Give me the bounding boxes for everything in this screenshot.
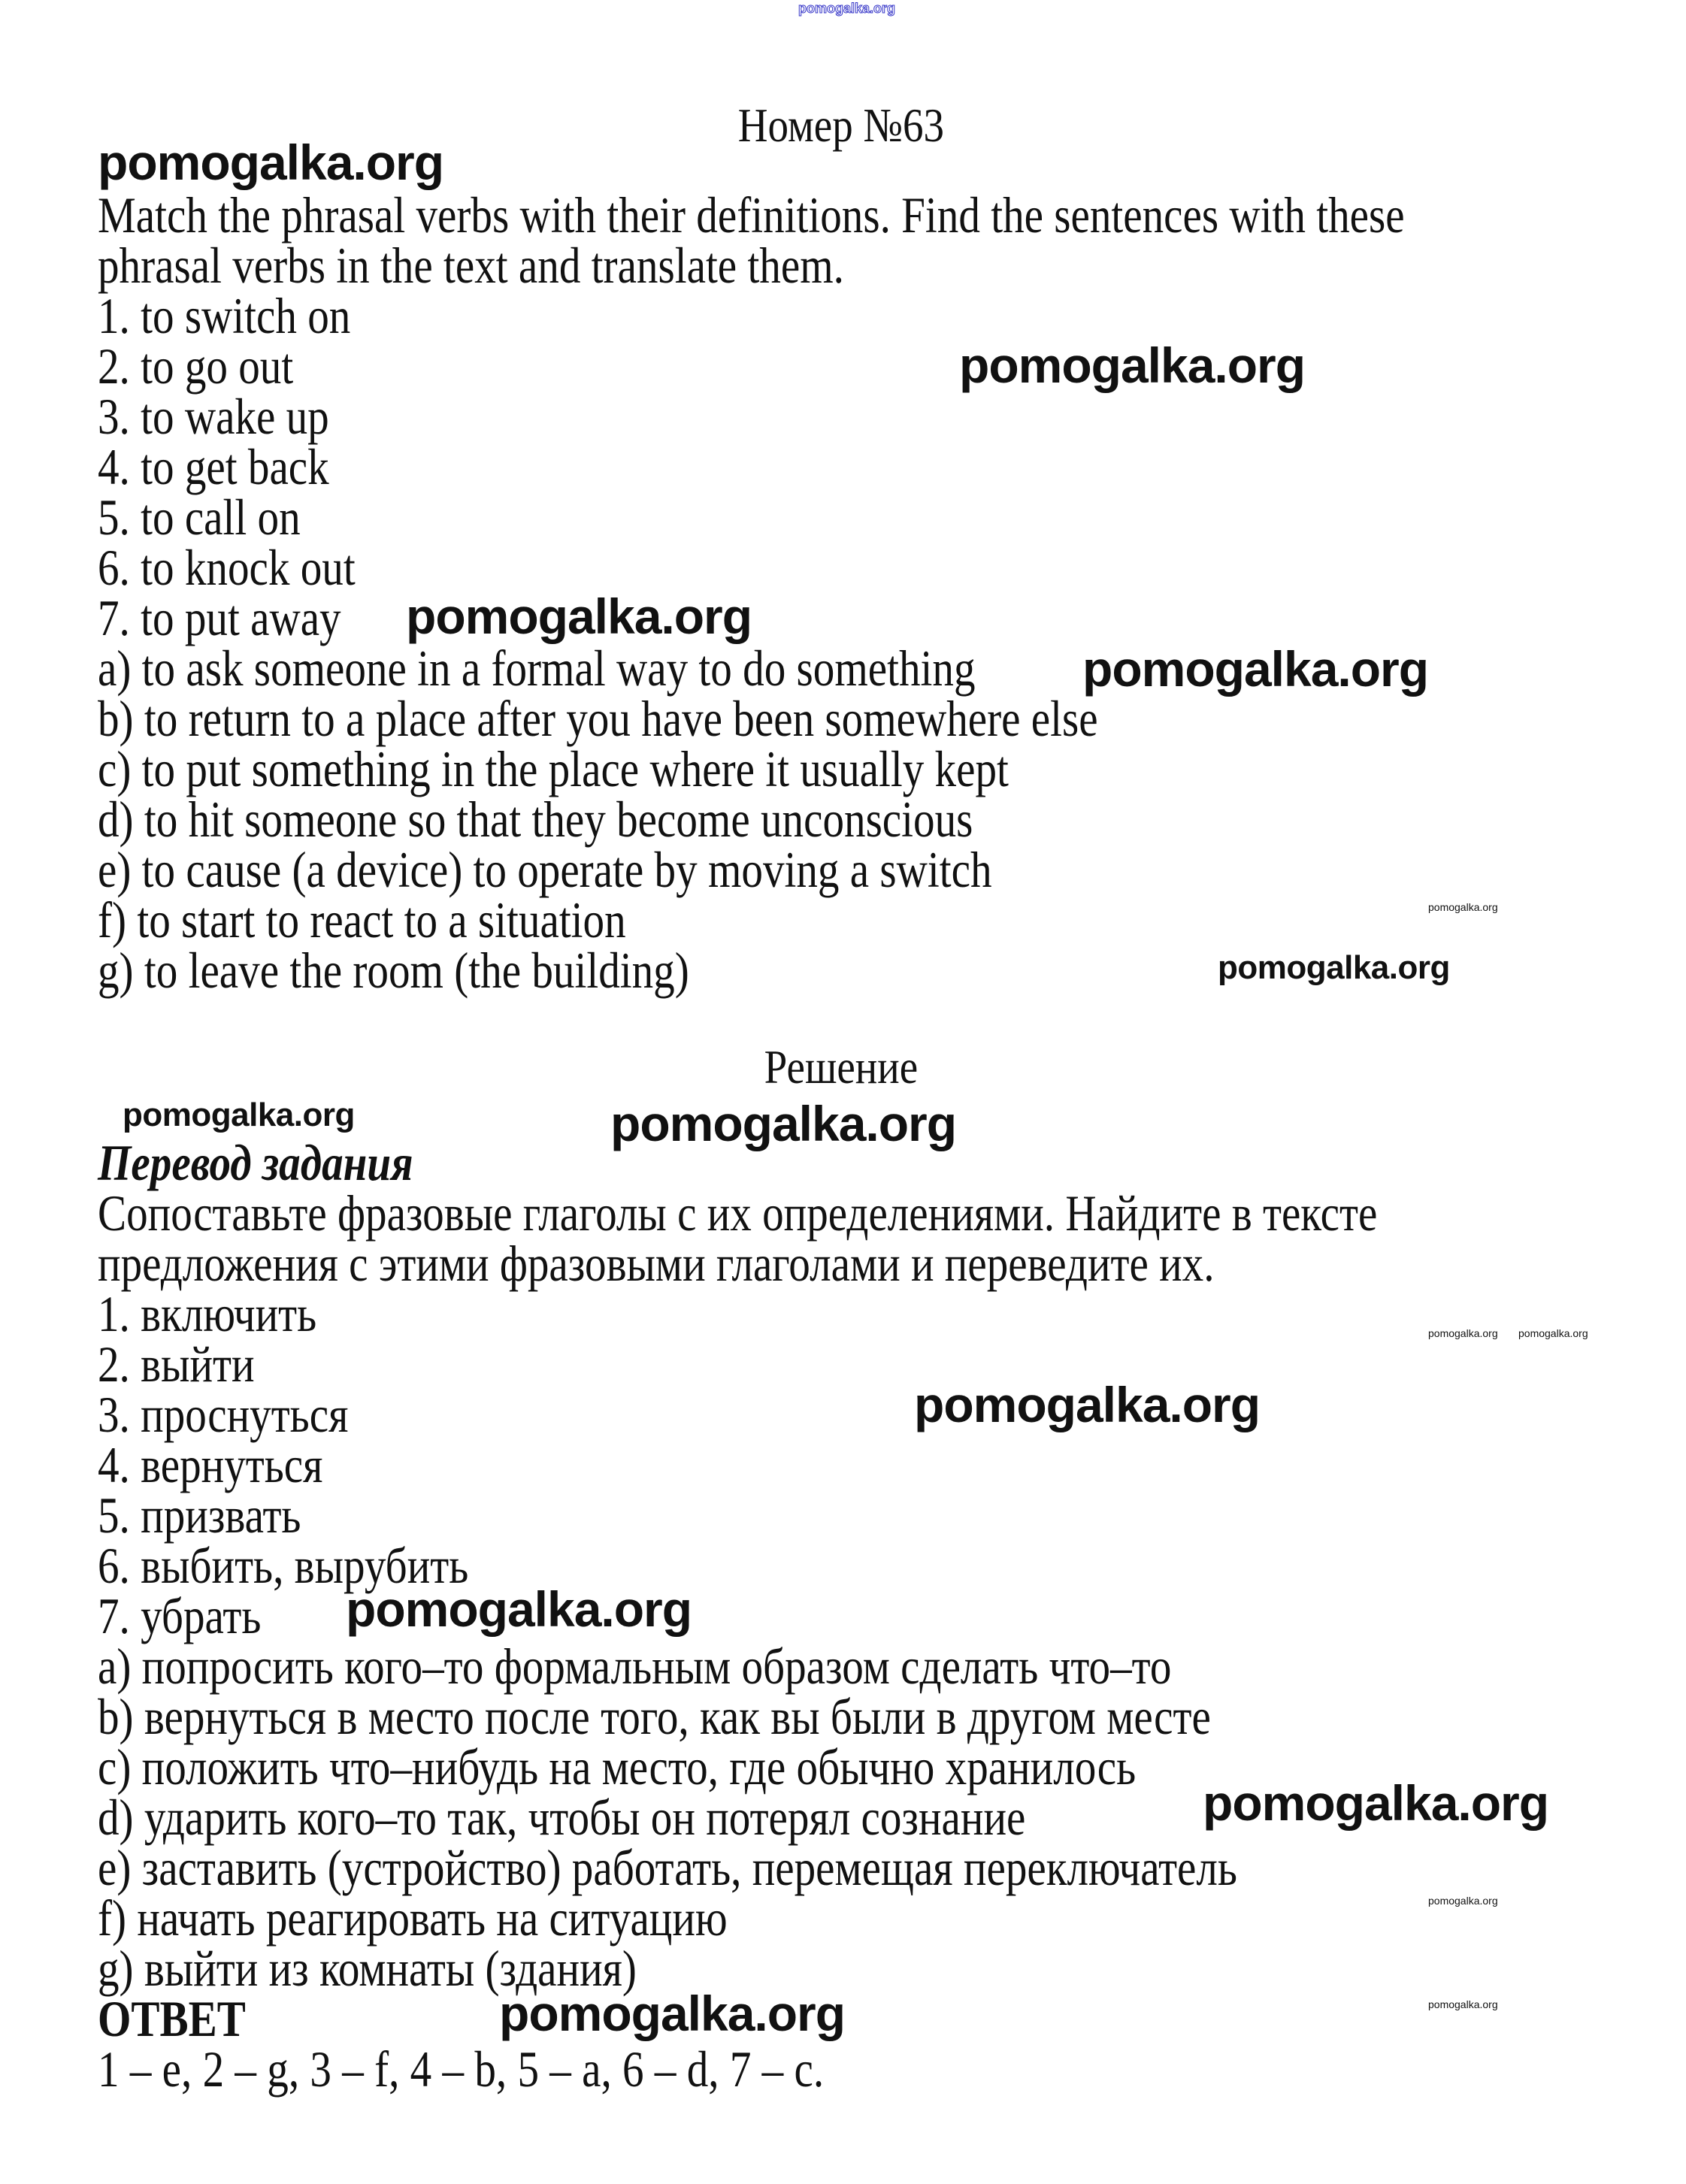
- page-title: Номер №63: [737, 98, 945, 152]
- instruction-line: Match the phrasal verbs with their definitions. Find the sentences with these: [98, 186, 1405, 244]
- definition-item: b) to return to a place after you have been somewhere else: [98, 690, 1098, 747]
- watermark: pomogalka.org: [499, 1986, 846, 2041]
- verb-item: 7. убрать: [98, 1587, 262, 1644]
- verb-item: 2. выйти: [98, 1336, 255, 1393]
- definition-item: e) to cause (a device) to operate by moving a switch: [98, 841, 992, 898]
- watermark: pomogalka.org: [1428, 1327, 1498, 1339]
- watermark: pomogalka.org: [959, 337, 1306, 393]
- verb-item: 1. to switch on: [98, 287, 351, 344]
- definition-item: c) положить что–нибудь на место, где обычно хранилось: [98, 1738, 1137, 1795]
- watermark: pomogalka.org: [406, 588, 752, 644]
- translation-block: [98, 1134, 1378, 2098]
- watermark: pomogalka.org: [1082, 641, 1429, 697]
- definition-item: d) to hit someone so that they become unconscious: [98, 791, 973, 848]
- instruction-line: Сопоставьте фразовые глаголы с их определениями. Найдите в тексте: [98, 1184, 1378, 1242]
- watermark: pomogalka.org: [1518, 1327, 1588, 1339]
- verb-item: 3. проснуться: [98, 1386, 349, 1443]
- definition-item: g) выйти из комнаты (здания): [98, 1940, 637, 1997]
- definition-item: a) to ask someone in a formal way to do something: [98, 640, 976, 697]
- answer-text: 1 – e, 2 – g, 3 – f, 4 – b, 5 – a, 6 – d, 7 – c.: [98, 2040, 825, 2098]
- definition-item: d) ударить кого–то так, чтобы он потерял сознание: [98, 1789, 1026, 1846]
- definition-item: f) начать реагировать на ситуацию: [98, 1889, 728, 1947]
- verb-item: 1. включить: [98, 1285, 317, 1342]
- watermark: pomogalka.org: [1428, 901, 1498, 913]
- solution-heading: Решение: [764, 1040, 919, 1094]
- watermark: pomogalka.org: [346, 1581, 692, 1637]
- watermark: pomogalka.org: [914, 1377, 1261, 1432]
- watermark: pomogalka.org: [1428, 1998, 1498, 2010]
- verb-item: 5. to call on: [98, 489, 301, 546]
- verb-item: 4. to get back: [98, 438, 329, 495]
- watermark: pomogalka.org: [1203, 1775, 1549, 1831]
- answer-heading: ОТВЕТ: [98, 1990, 246, 2047]
- translation-heading: Перевод задания: [98, 1134, 413, 1191]
- verb-item: 7. to put away: [98, 589, 341, 646]
- watermark: pomogalka.org: [1428, 1895, 1498, 1907]
- watermark: pomogalka.org: [123, 1097, 355, 1133]
- definition-item: a) попросить кого–то формальным образом сделать что–то: [98, 1638, 1172, 1695]
- watermark: pomogalka.org: [98, 135, 444, 190]
- verb-item: 4. вернуться: [98, 1436, 323, 1493]
- watermark-top: pomogalka.org: [798, 1, 896, 16]
- instruction-line: phrasal verbs in the text and translate them.: [98, 237, 844, 294]
- verb-item: 2. to go out: [98, 337, 294, 395]
- verb-item: 3. to wake up: [98, 388, 329, 445]
- definition-item: b) вернуться в место после того, как вы были в другом месте: [98, 1688, 1211, 1745]
- verb-item: 5. призвать: [98, 1487, 301, 1544]
- instruction-line: предложения с этими фразовыми глаголами и переведите их.: [98, 1235, 1215, 1292]
- verb-item: 6. выбить, вырубить: [98, 1537, 469, 1594]
- definition-item: e) заставить (устройство) работать, перемещая переключатель: [98, 1839, 1237, 1896]
- definition-item: g) to leave the room (the building): [98, 942, 689, 999]
- watermark: pomogalka.org: [610, 1096, 957, 1151]
- watermark: pomogalka.org: [1218, 949, 1450, 986]
- verb-item: 6. to knock out: [98, 539, 356, 596]
- definition-item: c) to put something in the place where it usually kept: [98, 740, 1009, 797]
- definition-item: f) to start to react to a situation: [98, 891, 626, 948]
